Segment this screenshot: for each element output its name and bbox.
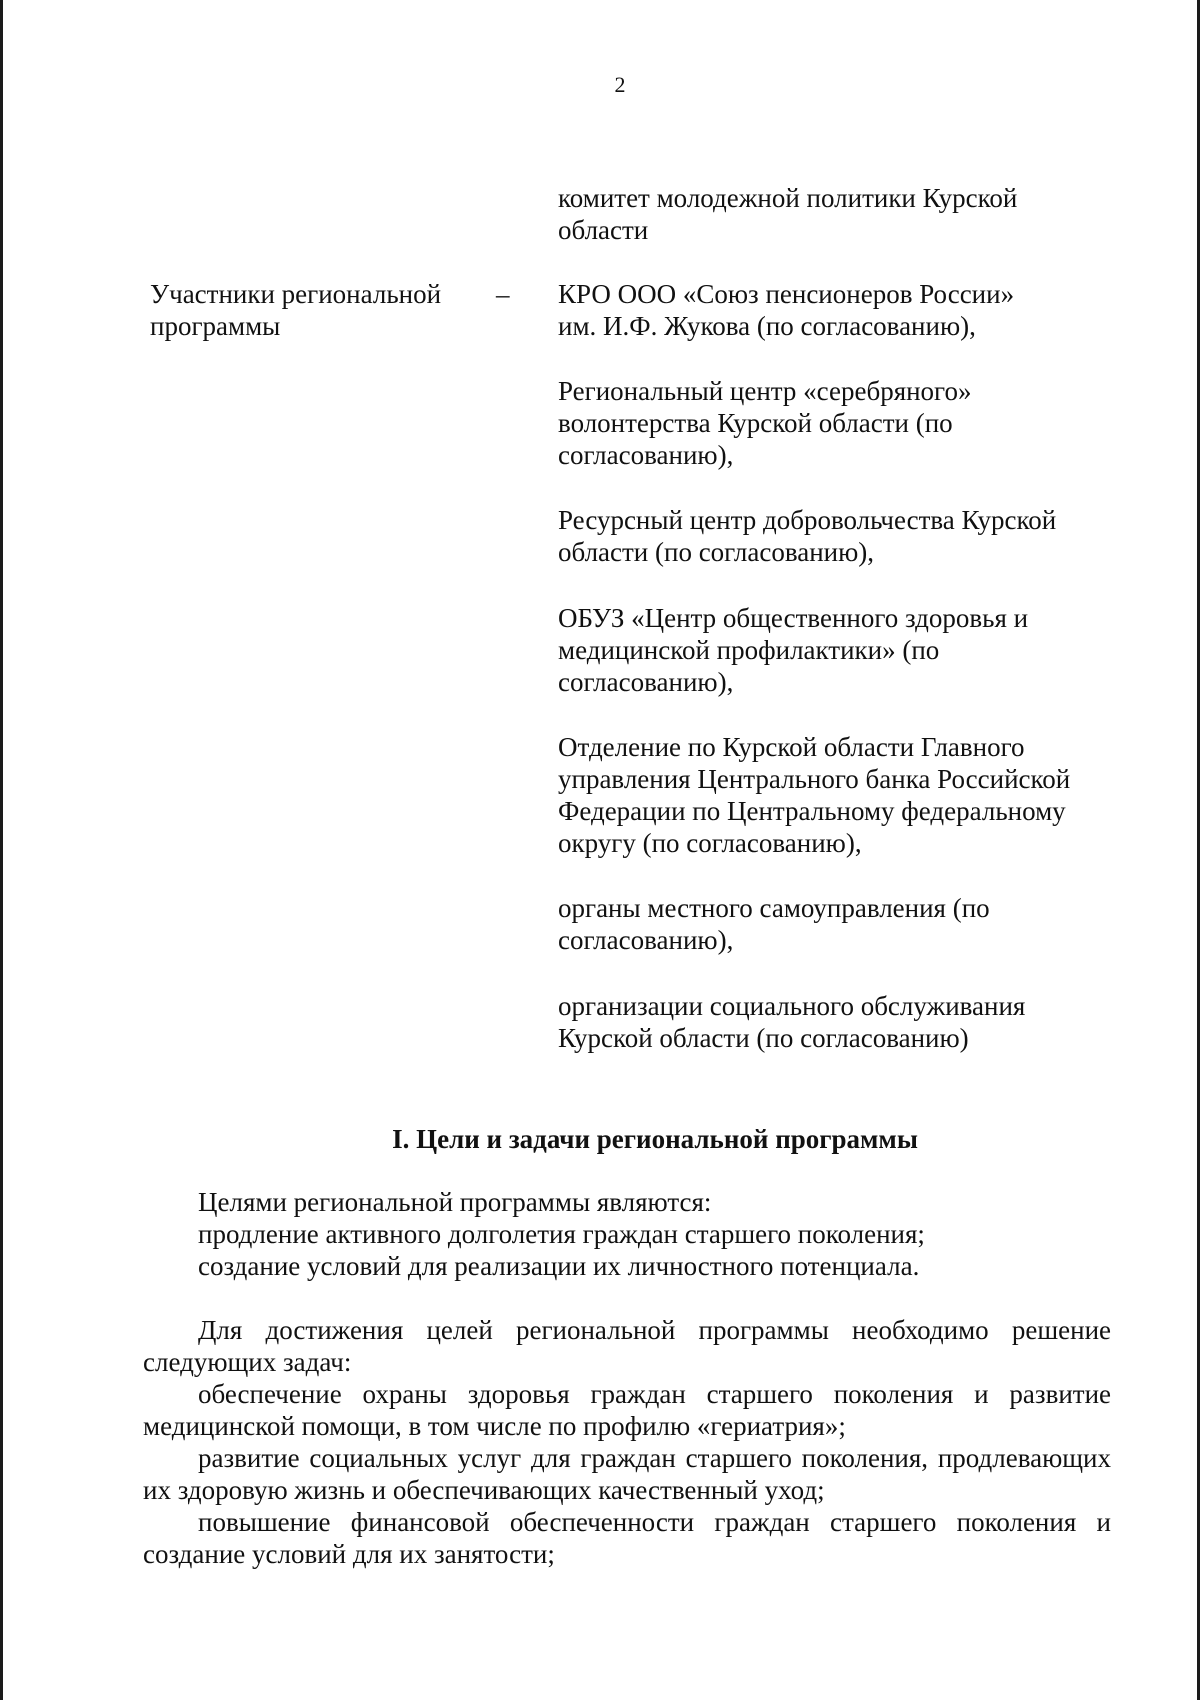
participant-item-silver-volunteering: Региональный центр «серебряного» волонтерства Курской области (по согласованию), xyxy=(558,376,972,470)
scan-edge-left xyxy=(0,0,3,1700)
participants-label: Участники региональной программы xyxy=(150,279,442,341)
participant-item-volunteer-resource-center: Ресурсный центр добровольчества Курской области (по согласованию), xyxy=(558,505,1057,567)
tasks-intro-paragraph: Для достижения целей региональной программы необходимо решение следующих задач: xyxy=(143,1315,1111,1377)
participant-item-public-health-center: ОБУЗ «Центр общественного здоровья и медицинской профилактики» (по согласованию), xyxy=(558,603,1029,697)
goal-item: создание условий для реализации их личностного потенциала. xyxy=(198,1251,920,1281)
goal-item: продление активного долголетия граждан старшего поколения; xyxy=(198,1219,925,1249)
task-paragraph: развитие социальных услуг для граждан старшего поколения, продлевающих их здоровую жизнь и обеспечивающих качественный уход; xyxy=(143,1443,1111,1505)
task-paragraph: повышение финансовой обеспеченности граждан старшего поколения и создание условий для их занятости; xyxy=(143,1507,1111,1569)
goals-intro: Целями региональной программы являются: xyxy=(198,1187,712,1217)
participant-item-pensioners-union: КРО ООО «Союз пенсионеров России» им. И.Ф. Жукова (по согласованию), xyxy=(558,279,1015,341)
task-paragraph: обеспечение охраны здоровья граждан старшего поколения и развитие медицинской помощи, в том числе по профилю «гериатрия»; xyxy=(143,1379,1111,1441)
participant-item-social-service-orgs: организации социального обслуживания Курской области (по согласованию) xyxy=(558,991,1026,1053)
entry-youth-committee: комитет молодежной политики Курской области xyxy=(558,183,1018,245)
participant-item-central-bank-branch: Отделение по Курской области Главного управления Центрального банка Российской Федерации по Центральному федеральному округу (по согласованию), xyxy=(558,732,1071,858)
participants-dash: – xyxy=(496,279,510,309)
participant-item-local-government: органы местного самоуправления (по согласованию), xyxy=(558,893,990,955)
page-number: 2 xyxy=(614,72,626,97)
section-heading: I. Цели и задачи региональной программы xyxy=(392,1124,918,1154)
